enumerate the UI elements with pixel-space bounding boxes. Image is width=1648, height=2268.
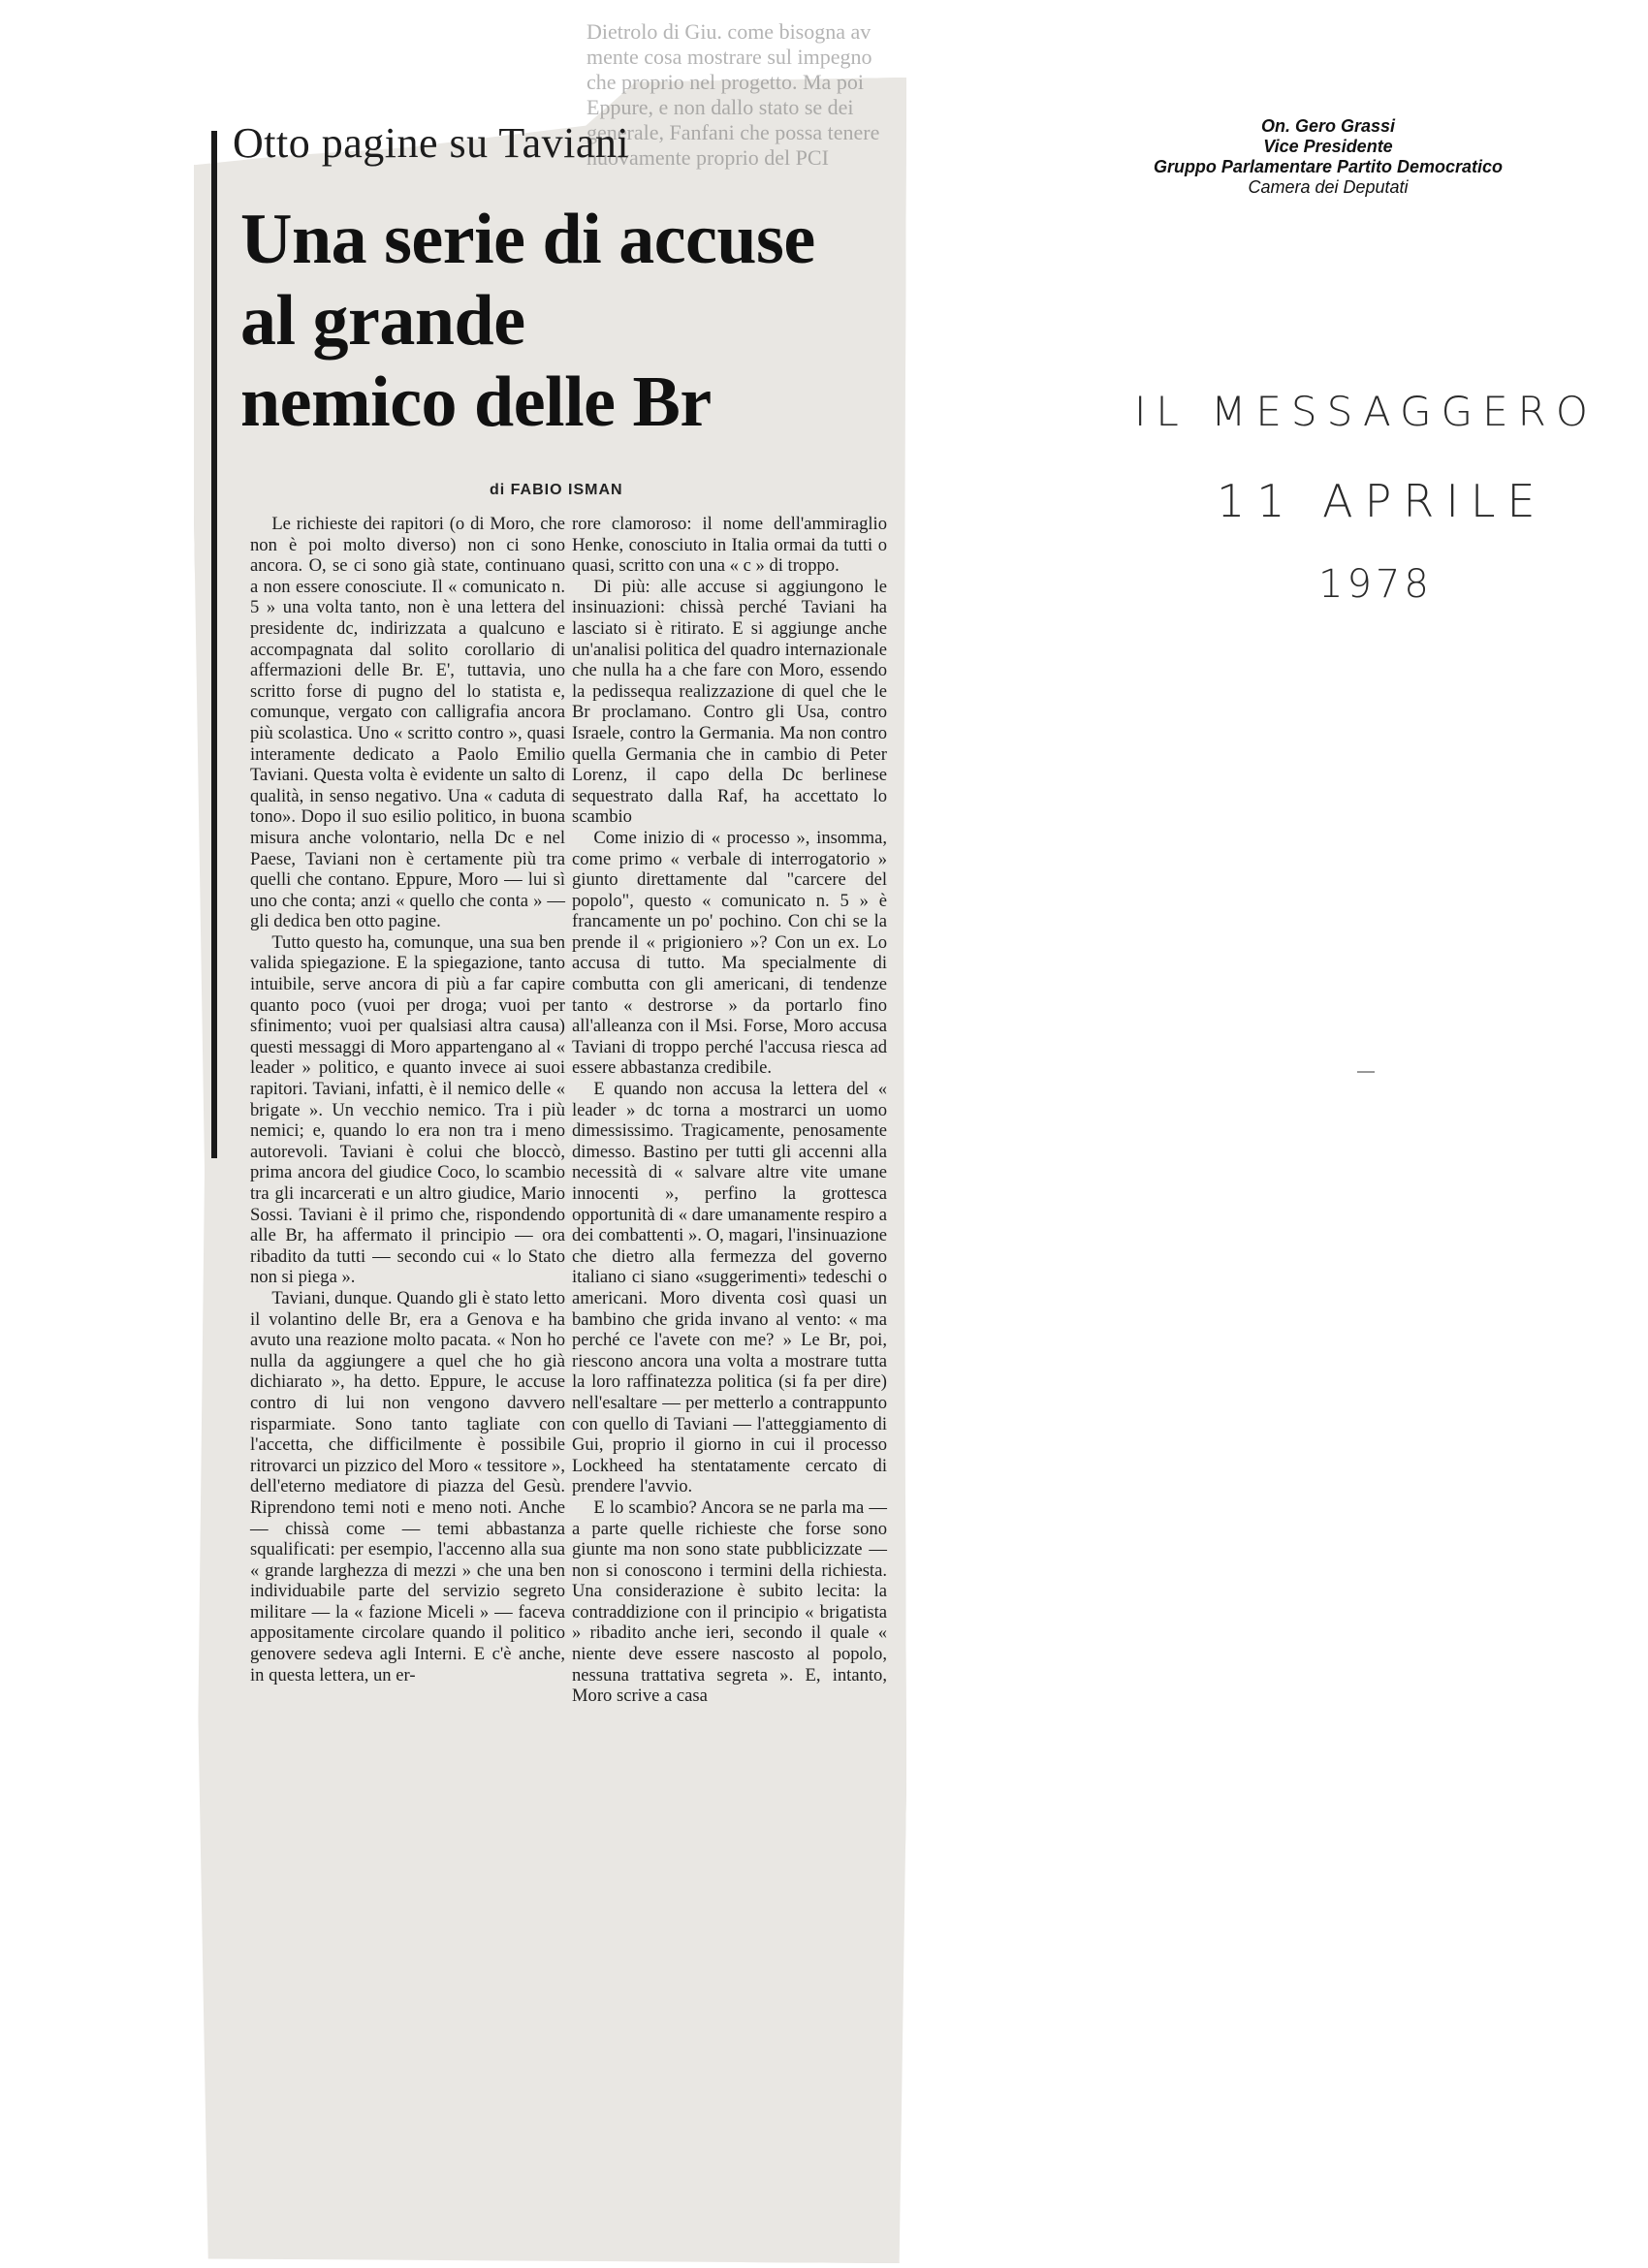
scan-speck xyxy=(1357,1071,1375,1073)
handwritten-date: 11 APRILE xyxy=(1217,475,1547,527)
deputy-stamp xyxy=(1057,116,1600,198)
paragraph: E lo scambio? Ancora se ne parla ma — a parte quelle richieste che forse sono giunte ma non sono state pubblicizzate — non si conoscono i termini della richiesta. Una considerazione è subito lecita: la contraddizione con il principio « brigatista » ribadito anche ieri, secondo il quale « niente deve essere nascosto al popolo, nessuna trattativa segreta ». E, intanto, Moro scrive a casa xyxy=(572,1496,887,1707)
headline-line: al grande xyxy=(240,281,525,361)
stamp-role: Vice Presidente xyxy=(1263,137,1393,156)
byline: di FABIO ISMAN xyxy=(490,482,623,498)
stamp-name: On. Gero Grassi xyxy=(1260,116,1396,136)
paragraph: Di più: alle accuse si aggiungono le insinuazioni: chissà perché Taviani ha lasciato si è ritirato. E si aggiunge anche un'analisi politica del quadro internazionale che nulla ha a che fare con Moro, essendo la pedissequa realizzazione di quel che le Br proclamano. Contro gli Usa, contro Israele, contro la Germania. Ma non contro quella Germania che in cambio di Peter Lorenz, il capo della Dc berlinese sequestrato dalla Raf, ha accettato lo scambio xyxy=(572,576,887,828)
stamp-chamber: Camera dei Deputati xyxy=(1248,177,1409,197)
paragraph: Come inizio di « processo », insomma, come primo « verbale di interrogatorio » giunto direttamente dal "carcere del popolo", questo « comunicato n. 5 » è francamente un po' pochino. Con chi se la prende il « prigioniero »? Con un ex. Lo accusa di tutto. Ma specialmente di combutta con gli americani, di tendenze tanto « destrorse » da portarlo fino all'alleanza con il Msi. Forse, Moro accusa Taviani di troppo perché l'accusa riesca ad essere abbastanza credibile. xyxy=(572,827,887,1079)
handwritten-year: 1978 xyxy=(1318,562,1433,607)
handwritten-source: IL MESSAGGERO xyxy=(1134,388,1598,435)
paragraph: Tutto questo ha, comunque, una sua ben valida spiegazione. E la spiegazione, tanto intuibile, serve ancora di più a far capire quanto poco (vuoi per droga; vuoi per sfinimento; vuoi per qualsiasi altra causa) questi messaggi di Moro appartengano al « leader » politico, e quanto invece ai suoi rapitori. Taviani, infatti, è il nemico delle « brigate ». Un vecchio nemico. Tra i più nemici; e, quando lo era non tra i meno autorevoli. Taviani è colui che bloccò, prima ancora del giudice Coco, lo scambio tra gli incarcerati e un altro giudice, Mario Sossi. Taviani è il primo che, rispondendo alle Br, ha affermato il principio — ora ribadito da tutti — secondo cui « lo Stato non si piega ». xyxy=(250,931,565,1288)
paragraph: Taviani, dunque. Quando gli è stato letto il volantino delle Br, era a Genova e ha avuto una reazione molto pacata. « Non ho nulla da aggiungere a quel che ho già dichiarato », ha detto. Eppure, le accuse contro di lui non vengono davvero risparmiate. Sono tanto tagliate con l'accetta, che difficilmente è possibile ritrovarci un pizzico del Moro « tessitore », dell'eterno mediatore di piazza del Gesù. Riprendono temi noti e meno noti. Anche — chissà come — temi abbastanza squalificati: per esempio, l'accenno alla sua « grande larghezza di mezzi » che una ben individuabile parte del servizio segreto militare — la « fazione Miceli » — faceva appositamente circolare quando il politico genovere sedeva agli Interni. E c'è anche, in questa lettera, un er- xyxy=(250,1287,565,1685)
paragraph: rore clamoroso: il nome dell'ammiraglio Henke, conosciuto in Italia ormai da tutti o quasi, scritto con una « c » di troppo. xyxy=(572,514,887,577)
headline-rule xyxy=(211,131,217,1158)
bleed-through-text: Dietrolo di Giu. come bisogna av mente cosa mostrare sul impegno che proprio nel progetto. Ma poi Eppure, e non dallo stato se dei generale, Fanfani che possa tenere nuovamente proprio del PCI xyxy=(586,19,880,170)
article-column-right xyxy=(572,514,887,2239)
paragraph: E quando non accusa la lettera del « leader » dc torna a mostrarci un uomo dimessissimo. Tragicamente, penosamente dimesso. Bastino per tutti gli accenni alla necessità di « salvare altre vite umane innocenti », perfino la grottesca opportunità di « dare umanamente respiro a dei combattenti ». O, magari, l'insinuazione che dietro alla fermezza del governo italiano ci siano «suggerimenti» tedeschi o americani. Moro diventa così quasi un bambino che grida invano al vento: « ma perché ce l'avete con me? » Le Br, poi, riescono ancora una volta a mostrare tutta la loro raffinatezza politica (si fa per dire) nell'esaltare — per metterlo a contrappunto con quello di Taviani — l'atteggiamento di Gui, proprio il giorno in cui il processo Lockheed ha stentatamente cercato di prendere l'avvio. xyxy=(572,1079,887,1497)
article-column-left xyxy=(250,514,565,2239)
headline-line: nemico delle Br xyxy=(240,362,712,442)
paragraph: Le richieste dei rapitori (o di Moro, che non è poi molto diverso) non ci sono ancora. O, se ci sono già state, continuano a non essere conosciute. Il « comunicato n. 5 » una volta tanto, non è una lettera del presidente dc, indirizzata a qualcuno e accompagnata dal solito corollario di affermazioni delle Br. E', tuttavia, uno scritto forse di pugno del lo statista e, comunque, vergato con calligrafia ancora più scolastica. Uno « scritto contro », quasi interamente dedicato a Paolo Emilio Taviani. Questa volta è evidente un salto di qualità, in senso negativo. Una « caduta di tono». Dopo il suo esilio politico, in buona misura anche volontario, nella Dc e nel Paese, Taviani non è certamente più tra quelli che contano. Eppure, Moro — lui sì uno che conta; anzi « quello che conta » — gli dedica ben otto pagine. xyxy=(250,514,565,932)
article-headline xyxy=(240,199,871,443)
headline-line: Una serie di accuse xyxy=(240,200,815,279)
stamp-group: Gruppo Parlamentare Partito Democratico xyxy=(1153,157,1504,176)
article-kicker: Otto pagine su Taviani xyxy=(233,119,630,167)
